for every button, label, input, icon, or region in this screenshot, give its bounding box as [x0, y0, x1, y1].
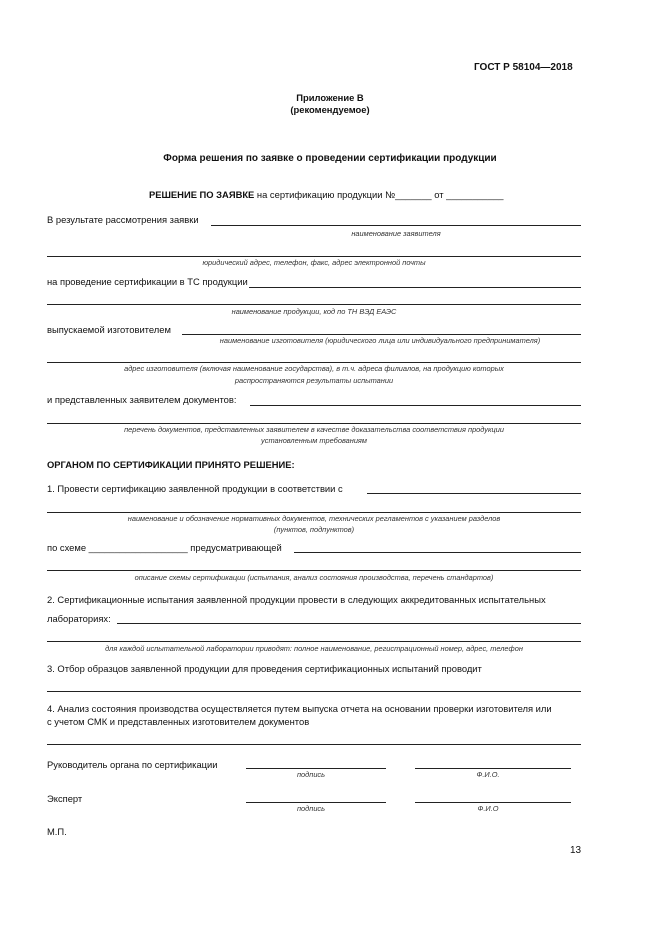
- laboratories-details-line[interactable]: [47, 641, 581, 642]
- expert-signature-line[interactable]: [246, 802, 386, 803]
- item1-docs-line[interactable]: [47, 512, 581, 513]
- scheme-caption: описание схемы сертификации (испытания, анализ состояния производства, перечень стандартов): [134, 573, 494, 582]
- head-label: Руководитель органа по сертификации: [47, 759, 218, 770]
- applicant-caption: наименование заявителя: [351, 229, 441, 238]
- documents-caption-1: перечень документов, представленных заявителем в качестве доказательства соответствия продукции: [124, 425, 504, 434]
- ts-line[interactable]: [249, 287, 581, 288]
- item4-line1: 4. Анализ состояния производства осуществляется путем выпуска отчета на основании проверки изготовителя или: [47, 703, 552, 714]
- applicant-line[interactable]: [211, 225, 581, 226]
- decision-title-rest: на сертификацию продукции №_______ от ___________: [256, 189, 504, 200]
- expert-label: Эксперт: [47, 793, 83, 804]
- form-title: Форма решения по заявке о проведении сертификации продукции: [163, 153, 497, 164]
- scheme-line[interactable]: [294, 552, 581, 553]
- item3-text: 3. Отбор образцов заявленной продукции для проведения сертификационных испытаний проводит: [47, 663, 482, 674]
- manufacturer-address-caption-1: адрес изготовителя (включая наименование государства), в т.ч. адреса филиалов, на продукцию которых: [124, 364, 504, 373]
- laboratories-line[interactable]: [117, 623, 581, 624]
- item4-blank-line[interactable]: [47, 744, 581, 745]
- decision-title: [149, 189, 504, 200]
- ts-label: на проведение сертификации в ТС продукции: [47, 276, 248, 287]
- head-name-line[interactable]: [415, 768, 571, 769]
- product-caption: наименование продукции, код по ТН ВЭД ЕАЭС: [231, 307, 397, 316]
- documents-list-line[interactable]: [47, 423, 581, 424]
- expert-name-caption: Ф.И.О: [477, 804, 499, 813]
- review-label: В результате рассмотрения заявки: [47, 214, 199, 225]
- decision-heading: ОРГАНОМ ПО СЕРТИФИКАЦИИ ПРИНЯТО РЕШЕНИЕ:: [47, 459, 295, 470]
- decision-title-bold: РЕШЕНИЕ ПО ЗАЯВКЕ: [149, 189, 255, 200]
- item2-caption: для каждой испытательной лаборатории приводят: полное наименование, регистрационный номер, адрес, телефон: [105, 644, 523, 653]
- documents-label: и представленных заявителем документов:: [47, 394, 237, 405]
- appendix-title: Приложение В: [296, 92, 364, 103]
- product-line[interactable]: [47, 304, 581, 305]
- scheme-label: по схеме ___________________ предусматривающей: [47, 542, 282, 553]
- page-number: 13: [570, 845, 582, 856]
- manufacturer-label: выпускаемой изготовителем: [47, 324, 171, 335]
- documents-line[interactable]: [250, 405, 581, 406]
- standard-number: ГОСТ Р 58104—2018: [474, 62, 573, 73]
- manufacturer-address-line[interactable]: [47, 362, 581, 363]
- item1-line[interactable]: [367, 493, 581, 494]
- documents-caption-2: установленным требованиям: [261, 436, 367, 445]
- head-signature-line[interactable]: [246, 768, 386, 769]
- manufacturer-address-caption-2: распространяются результаты испытании: [234, 376, 394, 385]
- head-signature-caption: подпись: [296, 770, 326, 779]
- manufacturer-caption: наименование изготовителя (юридического лица или индивидуального предпринимателя): [219, 336, 541, 345]
- item4-line2: с учетом СМК и представленных изготовителем документов: [47, 716, 310, 727]
- expert-signature-caption: подпись: [296, 804, 326, 813]
- manufacturer-line[interactable]: [182, 334, 581, 335]
- expert-name-line[interactable]: [415, 802, 571, 803]
- head-name-caption: Ф.И.О.: [476, 770, 500, 779]
- item1-caption-1: наименование и обозначение нормативных документов, технических регламентов с указанием разделов: [127, 514, 501, 523]
- item1-caption-2: (пунктов, подпунктов): [273, 525, 355, 534]
- item2-line1: 2. Сертификационные испытания заявленной продукции провести в следующих аккредитованных испытательных: [47, 594, 546, 605]
- scheme-description-line[interactable]: [47, 570, 581, 571]
- address-caption: юридический адрес, телефон, факс, адрес электронной почты: [202, 258, 426, 267]
- address-line[interactable]: [47, 256, 581, 257]
- item2-line2: лабораториях:: [47, 613, 111, 624]
- stamp-label: М.П.: [47, 826, 67, 837]
- appendix-note: (рекомендуемое): [290, 104, 370, 115]
- sampling-line[interactable]: [47, 691, 581, 692]
- item1-text: 1. Провести сертификацию заявленной продукции в соответствии с: [47, 483, 343, 494]
